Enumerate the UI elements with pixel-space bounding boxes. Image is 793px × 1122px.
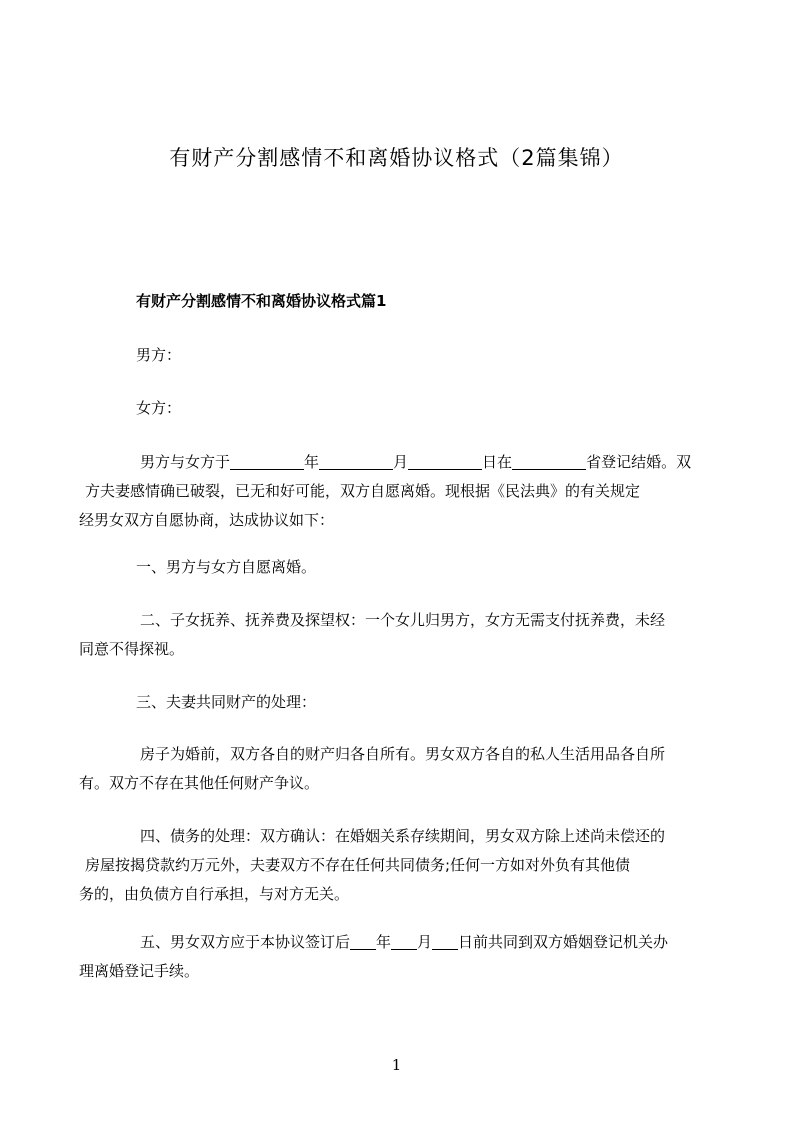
blank-day	[432, 933, 458, 950]
page-number: 1	[391, 1056, 402, 1074]
paragraph-line: 三、夫妻共同财产的处理：	[136, 693, 317, 711]
paragraph-line	[79, 928, 715, 957]
blank-province	[512, 453, 586, 470]
paragraph-line: 理离婚登记手续。	[79, 962, 200, 980]
paragraph-line: 四、债务的处理：双方确认：在婚姻关系存续期间，男女双方除上述尚未偿还的	[140, 827, 666, 845]
male-party-label: 男方：	[136, 346, 182, 364]
text-fragment: 日前共同到双方婚姻登记机关办	[458, 933, 669, 951]
paragraph-line: 方夫妻感情确已破裂，已无和好可能，双方自愿离婚。现根据《民法典》的有关规定	[85, 482, 641, 500]
document-title: 有财产分割感情不和离婚协议格式（2篇集锦）	[169, 146, 624, 170]
male-party-line	[79, 341, 715, 370]
text-fragment: 省登记结婚。双	[586, 453, 692, 471]
paragraph-line: 房屋按揭贷款约万元外，夫妻双方不存在任何共同债务;任何一方如对外负有其他债	[85, 856, 631, 874]
paragraph-line: 一、男方与女方自愿离婚。	[136, 558, 317, 576]
paragraph-line: 房子为婚前，双方各自的财产归各自所有。男女双方各自的私人生活用品各自所	[140, 745, 666, 763]
paragraph-line: 务的，由负债方自行承担，与对方无关。	[79, 885, 350, 903]
item-4	[79, 822, 715, 909]
text-fragment: 日在	[482, 453, 513, 471]
blank-month	[391, 933, 417, 950]
paragraph-line	[79, 448, 715, 477]
section-heading: 有财产分割感情不和离婚协议格式篇1	[136, 292, 387, 310]
marriage-paragraph	[79, 448, 715, 535]
text-fragment: 年	[376, 933, 392, 951]
blank-year	[350, 933, 376, 950]
item-2	[79, 606, 715, 664]
paragraph-line: 有。双方不存在其他任何财产争议。	[79, 774, 320, 792]
text-fragment: 男方与女方于	[140, 453, 231, 471]
paragraph-line: 二、子女抚养、抚养费及探望权：一个女儿归男方，女方无需支付抚养费，未经	[140, 611, 666, 629]
text-fragment: 年	[304, 453, 320, 471]
text-fragment: 月	[417, 933, 433, 951]
blank-month	[319, 453, 393, 470]
text-fragment: 五、男女双方应于本协议签订后	[140, 933, 351, 951]
paragraph-line: 同意不得探视。	[79, 640, 185, 658]
item-3-detail	[79, 740, 715, 798]
item-5	[79, 928, 715, 986]
item-3	[79, 688, 715, 717]
text-fragment: 月	[393, 453, 409, 471]
paragraph-line: 经男女双方自愿协商，达成协议如下：	[79, 511, 335, 529]
blank-year	[230, 453, 304, 470]
female-party-label: 女方：	[136, 399, 182, 417]
blank-day	[408, 453, 482, 470]
female-party-line	[79, 394, 715, 423]
item-1	[79, 553, 715, 582]
